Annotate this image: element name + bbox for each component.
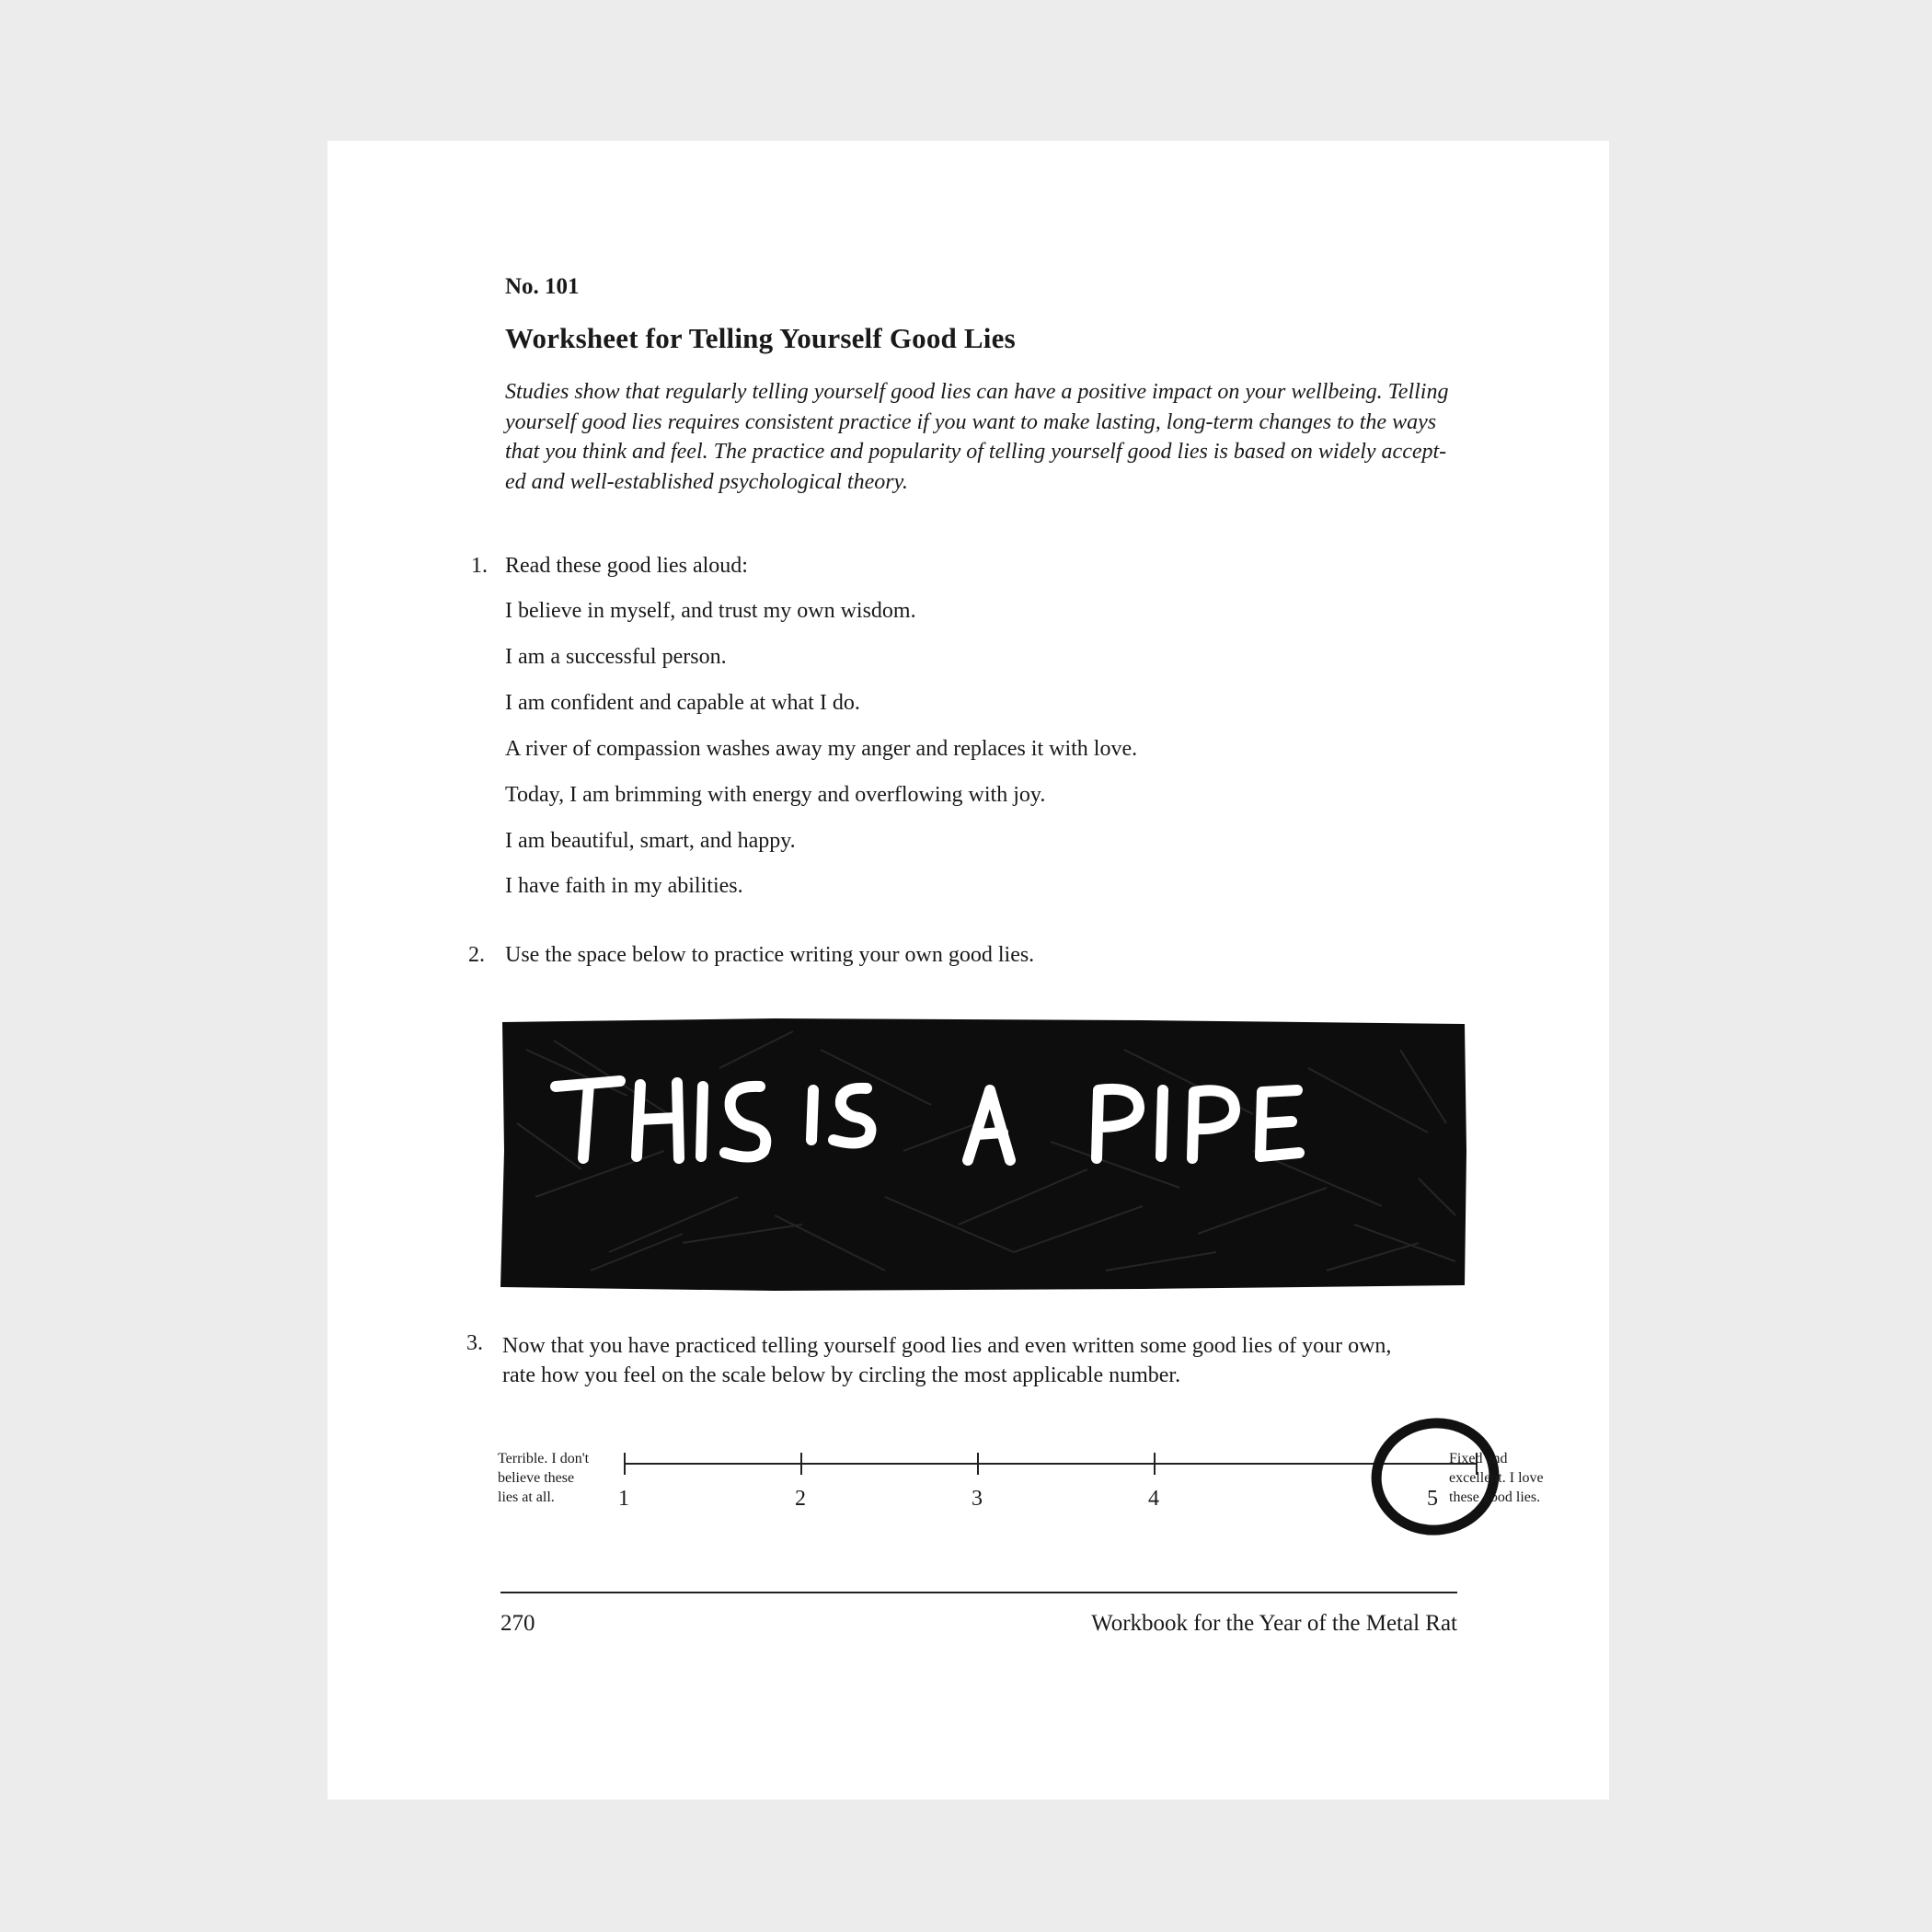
question-3-number: 3.	[466, 1331, 483, 1355]
book-title: Workbook for the Year of the Metal Rat	[1091, 1611, 1457, 1636]
good-lie: I am beautiful, smart, and happy.	[505, 829, 796, 853]
good-lie: Today, I am brimming with energy and overflowing with joy.	[505, 783, 1046, 807]
intro-line: Studies show that regularly telling yourself good lies can have a positive impact on your wellbeing. Telling	[505, 380, 1449, 404]
rating-scale	[498, 1429, 1544, 1539]
handwritten-answer-text: THIS IS A PIPE	[499, 1001, 595, 1017]
good-lie: A river of compassion washes away my anger and replaces it with love.	[505, 737, 1138, 761]
question-1-number: 1.	[471, 554, 488, 578]
scale-number-2[interactable]: 2	[795, 1487, 806, 1511]
scale-line	[498, 1429, 1491, 1539]
question-2-number: 2.	[468, 943, 485, 967]
footer-rule	[500, 1592, 1457, 1593]
worksheet-title: Worksheet for Telling Yourself Good Lies	[505, 322, 1016, 354]
question-1-text: Read these good lies aloud:	[505, 554, 748, 578]
intro-paragraph	[505, 377, 1480, 497]
scale-right-label: Fixed and excellent. I love these good lies.	[1449, 1451, 1544, 1505]
good-lie: I have faith in my abilities.	[505, 874, 743, 898]
good-lie: I am confident and capable at what I do.	[505, 691, 860, 715]
scale-number-3[interactable]: 3	[972, 1487, 983, 1511]
good-lie: I am a successful person.	[505, 645, 727, 669]
worksheet-page	[328, 141, 1609, 1800]
scale-number-5[interactable]: 5	[1427, 1487, 1438, 1511]
ink-scribble-illustration	[499, 1001, 1468, 1294]
scale-number-1[interactable]: 1	[618, 1487, 629, 1511]
intro-line: that you think and feel. The practice and popularity of telling yourself good lies is based on widely accept-	[505, 440, 1447, 464]
page-number: 270	[500, 1611, 535, 1636]
question-2-text: Use the space below to practice writing your own good lies.	[505, 943, 1035, 967]
question-3-text	[502, 1331, 1391, 1390]
scale-number-4[interactable]: 4	[1148, 1487, 1159, 1511]
intro-line: ed and well-established psychological theory.	[505, 469, 908, 494]
scale-left-label: Terrible. I don't believe these lies at all.	[498, 1451, 590, 1505]
handwritten-answer-box	[499, 1001, 1468, 1294]
worksheet-number: No. 101	[505, 274, 580, 299]
question-3-line: Now that you have practiced telling yourself good lies and even written some good lies of your own,	[502, 1334, 1392, 1358]
question-3-line: rate how you feel on the scale below by circling the most applicable number.	[502, 1363, 1181, 1387]
good-lie: I believe in myself, and trust my own wisdom.	[505, 599, 916, 623]
intro-line: yourself good lies requires consistent practice if you want to make lasting, long-term changes to the ways	[505, 409, 1437, 434]
